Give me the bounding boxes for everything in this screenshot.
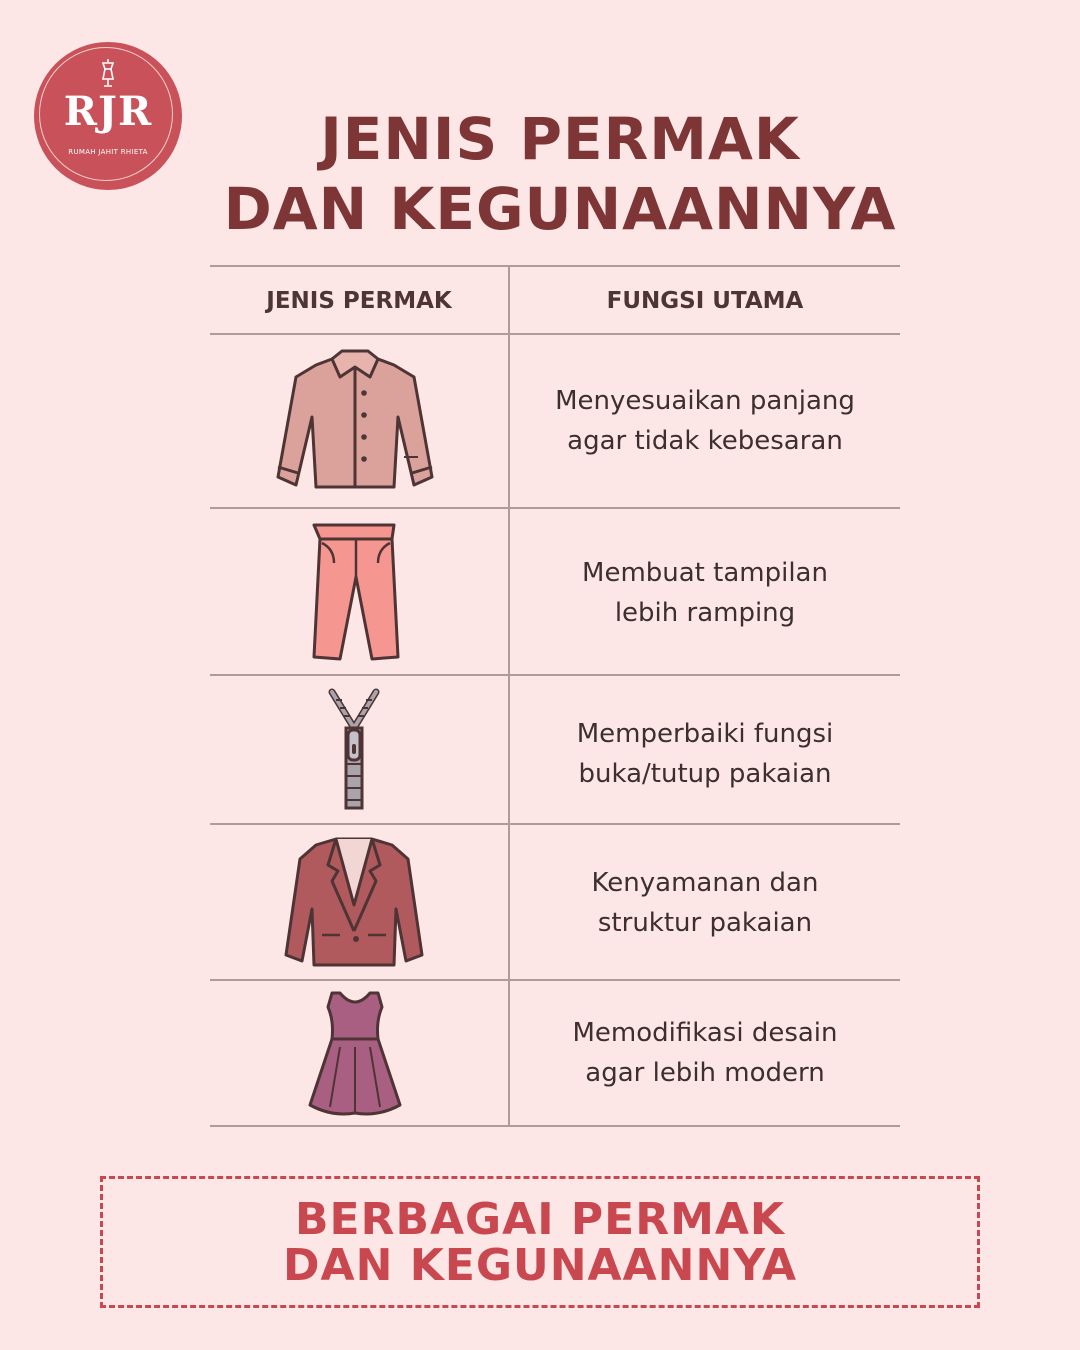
- page-title: [170, 104, 950, 244]
- zipper-icon: [326, 688, 382, 812]
- banner-line-2: DAN KEGUNAANNYA: [283, 1240, 797, 1291]
- blazer-icon: [282, 835, 426, 969]
- function-line: Memodifikasi desain: [572, 1018, 838, 1048]
- table-divider: [210, 1125, 900, 1127]
- table-row-icon-cell: [210, 825, 508, 979]
- pants-icon: [306, 521, 404, 663]
- function-line: Memperbaiki fungsi: [576, 719, 834, 749]
- function-line: Kenyamanan dan: [591, 868, 819, 898]
- title-line-2: DAN KEGUNAANNYA: [223, 175, 897, 243]
- table-row-icon-cell: [210, 981, 508, 1125]
- function-line: agar lebih modern: [585, 1058, 825, 1088]
- title-line-1: JENIS PERMAK: [320, 105, 800, 173]
- table-divider: [210, 265, 900, 267]
- table-row-icon-cell: [210, 335, 508, 507]
- function-line: Menyesuaikan panjang: [555, 386, 855, 416]
- function-line: Membuat tampilan: [582, 558, 828, 588]
- table-row-icon-cell: [210, 676, 508, 823]
- banner-text: [103, 1194, 977, 1291]
- brand-logo: [34, 42, 182, 190]
- shirt-icon: [274, 347, 436, 493]
- function-text: [510, 1013, 900, 1093]
- function-text: [510, 553, 900, 633]
- function-line: struktur pakaian: [597, 908, 813, 938]
- logo-initials: RJR: [63, 88, 153, 135]
- banner-line-1: BERBAGAI PERMAK: [294, 1194, 786, 1245]
- table-row-icon-cell: [210, 509, 508, 674]
- function-text: [510, 714, 900, 794]
- logo-tagline: RUMAH JAHIT RHIETA: [68, 148, 148, 156]
- header-jenis-permak: JENIS PERMAK: [266, 288, 452, 314]
- function-line: lebih ramping: [614, 598, 796, 628]
- dress-icon: [306, 989, 404, 1117]
- header-fungsi-utama: FUNGSI UTAMA: [606, 288, 804, 314]
- footer-banner: [100, 1176, 980, 1308]
- function-line: agar tidak kebesaran: [567, 426, 843, 456]
- function-line: buka/tutup pakaian: [578, 759, 832, 789]
- function-text: [510, 863, 900, 943]
- dress-form-icon: [96, 58, 120, 88]
- function-text: [510, 381, 900, 461]
